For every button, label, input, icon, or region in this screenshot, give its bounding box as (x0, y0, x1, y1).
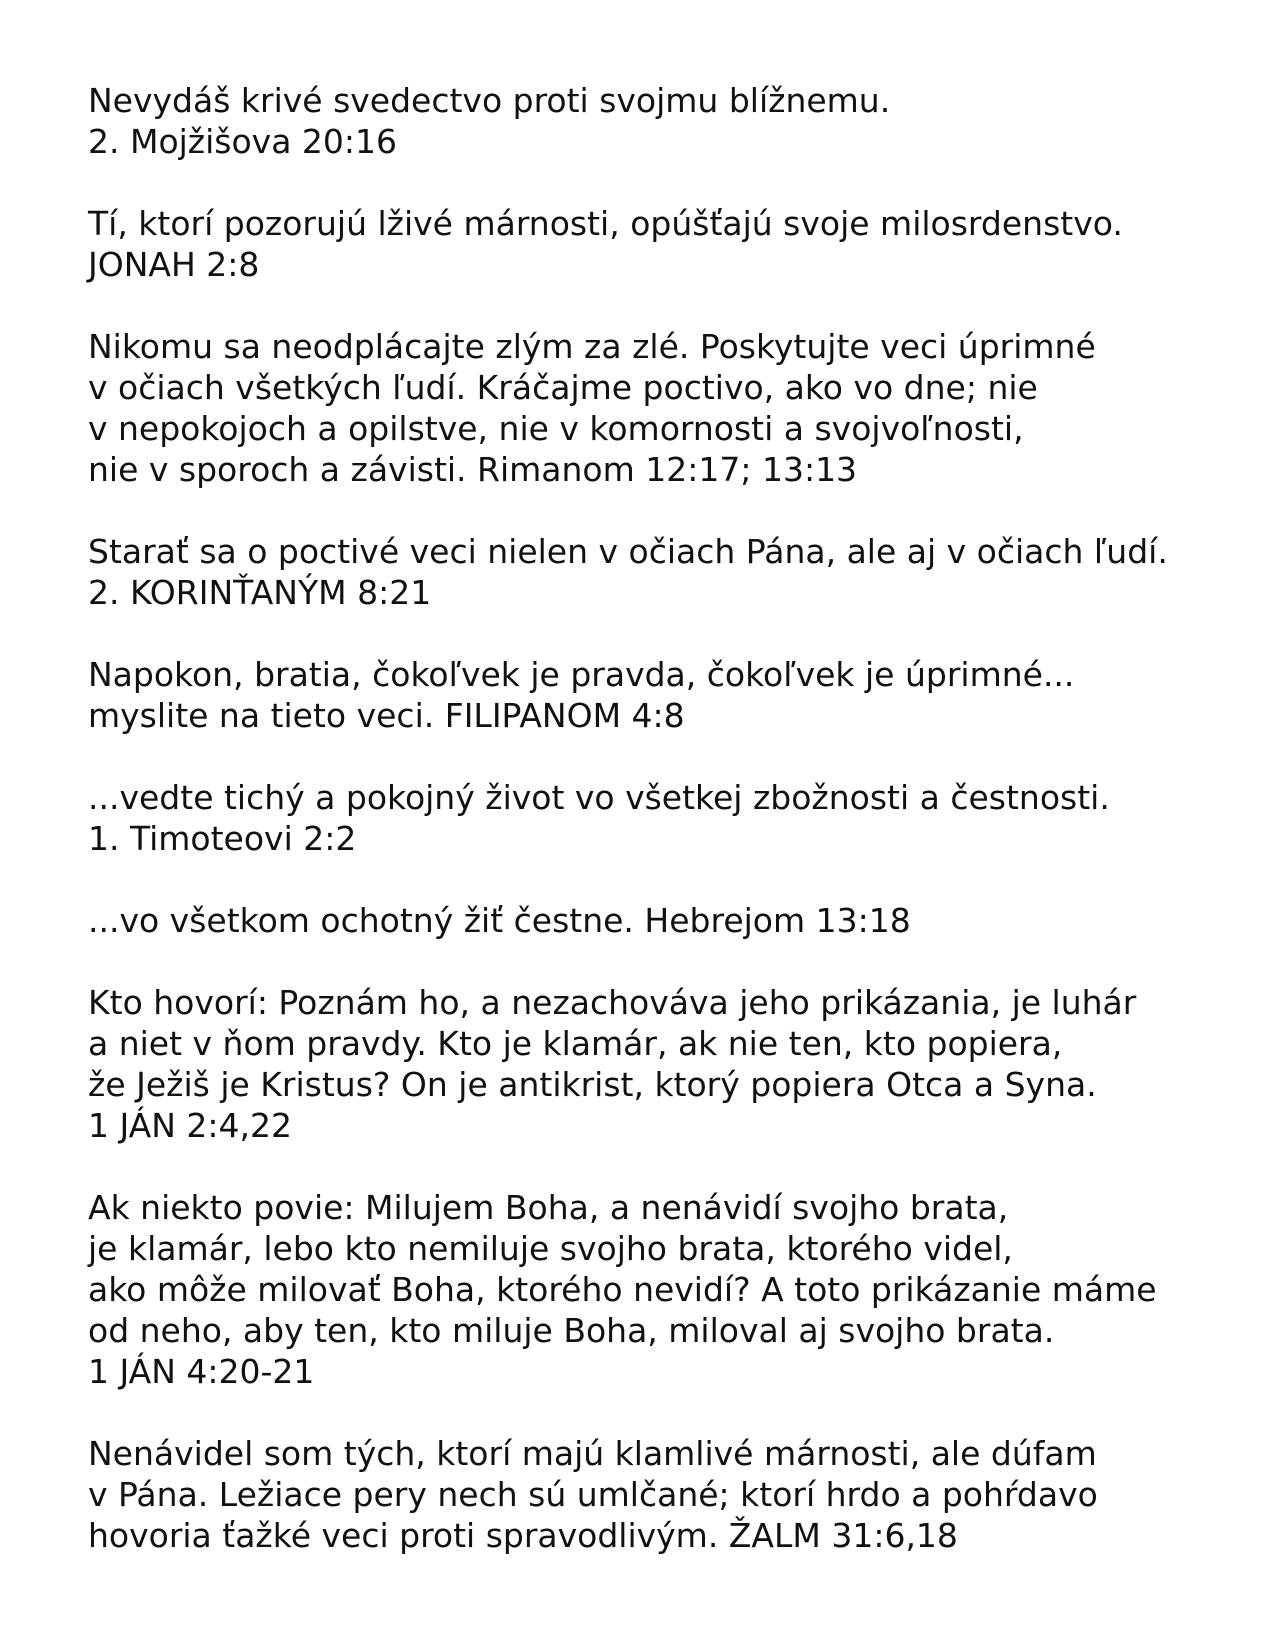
passage-philippians-4-8 (88, 654, 1258, 736)
passage-line-with-reference: hovoria ťažké veci proti spravodlivým. ŽALM 31:6,18 (88, 1516, 958, 1555)
passage-line: Kto hovorí: Poznám ho, a nezachováva jeho prikázania, je luhár (88, 983, 1137, 1022)
passage-line: Ak niekto povie: Milujem Boha, a nenávidí svojho brata, (88, 1188, 1009, 1227)
passage-line: ...vedte tichý a pokojný život vo všetkej zbožnosti a čestnosti. (88, 778, 1110, 817)
passage-line: od neho, aby ten, kto miluje Boha, miloval aj svojho brata. (88, 1311, 1055, 1350)
passage-1-john-2-4 (88, 982, 1258, 1146)
passage-jonah-2-8 (88, 203, 1258, 285)
passage-exodus-20-16 (88, 80, 1258, 162)
passage-line: že Ježiš je Kristus? On je antikrist, ktorý popiera Otca a Syna. (88, 1065, 1097, 1104)
passage-line: Nikomu sa neodplácajte zlým za zlé. Poskytujte veci úprimné (88, 327, 1096, 366)
passage-line: v Pána. Ležiace pery nech sú umlčané; ktorí hrdo a pohŕdavo (88, 1475, 1098, 1514)
passage-line: je klamár, lebo kto nemiluje svojho brata, ktorého videl, (88, 1229, 1013, 1268)
passage-hebrews-13-18 (88, 900, 1258, 941)
passage-1-john-4-20 (88, 1187, 1258, 1392)
passage-reference: 1 JÁN 4:20-21 (88, 1352, 315, 1391)
passage-2-corinthians-8-21 (88, 531, 1258, 613)
passage-psalm-31-6 (88, 1433, 1258, 1556)
passage-reference: 1 JÁN 2:4,22 (88, 1106, 292, 1145)
passage-line: Nenávidel som tých, ktorí majú klamlivé márnosti, ale dúfam (88, 1434, 1097, 1473)
passage-line: v nepokojoch a opilstve, nie v komornosti a svojvoľnosti, (88, 409, 1024, 448)
passage-line: v očiach všetkých ľudí. Kráčajme poctivo, ako vo dne; nie (88, 368, 1038, 407)
passage-reference: 2. KORINŤANÝM 8:21 (88, 573, 432, 612)
passage-line-with-reference: myslite na tieto veci. FILIPANOM 4:8 (88, 696, 685, 735)
passage-1-timothy-2-2 (88, 777, 1258, 859)
passage-line: Napokon, bratia, čokoľvek je pravda, čokoľvek je úprimné... (88, 655, 1075, 694)
passage-romans-12-17 (88, 326, 1258, 490)
passage-line: ako môže milovať Boha, ktorého nevidí? A toto prikázanie máme (88, 1270, 1157, 1309)
document-page (88, 80, 1258, 1597)
passage-line: Nevydáš krivé svedectvo proti svojmu blížnemu. (88, 81, 891, 120)
passage-line-with-reference: ...vo všetkom ochotný žiť čestne. Hebrejom 13:18 (88, 901, 911, 940)
passage-reference: 2. Mojžišova 20:16 (88, 122, 398, 161)
passage-line: Starať sa o poctivé veci nielen v očiach Pána, ale aj v očiach ľudí. (88, 532, 1168, 571)
passage-line: Tí, ktorí pozorujú lživé márnosti, opúšťajú svoje milosrdenstvo. (88, 204, 1123, 243)
passage-line: a niet v ňom pravdy. Kto je klamár, ak nie ten, kto popiera, (88, 1024, 1063, 1063)
passage-line-with-reference: nie v sporoch a závisti. Rimanom 12:17; 13:13 (88, 450, 858, 489)
passage-reference: 1. Timoteovi 2:2 (88, 819, 357, 858)
passage-reference: JONAH 2:8 (88, 245, 260, 284)
